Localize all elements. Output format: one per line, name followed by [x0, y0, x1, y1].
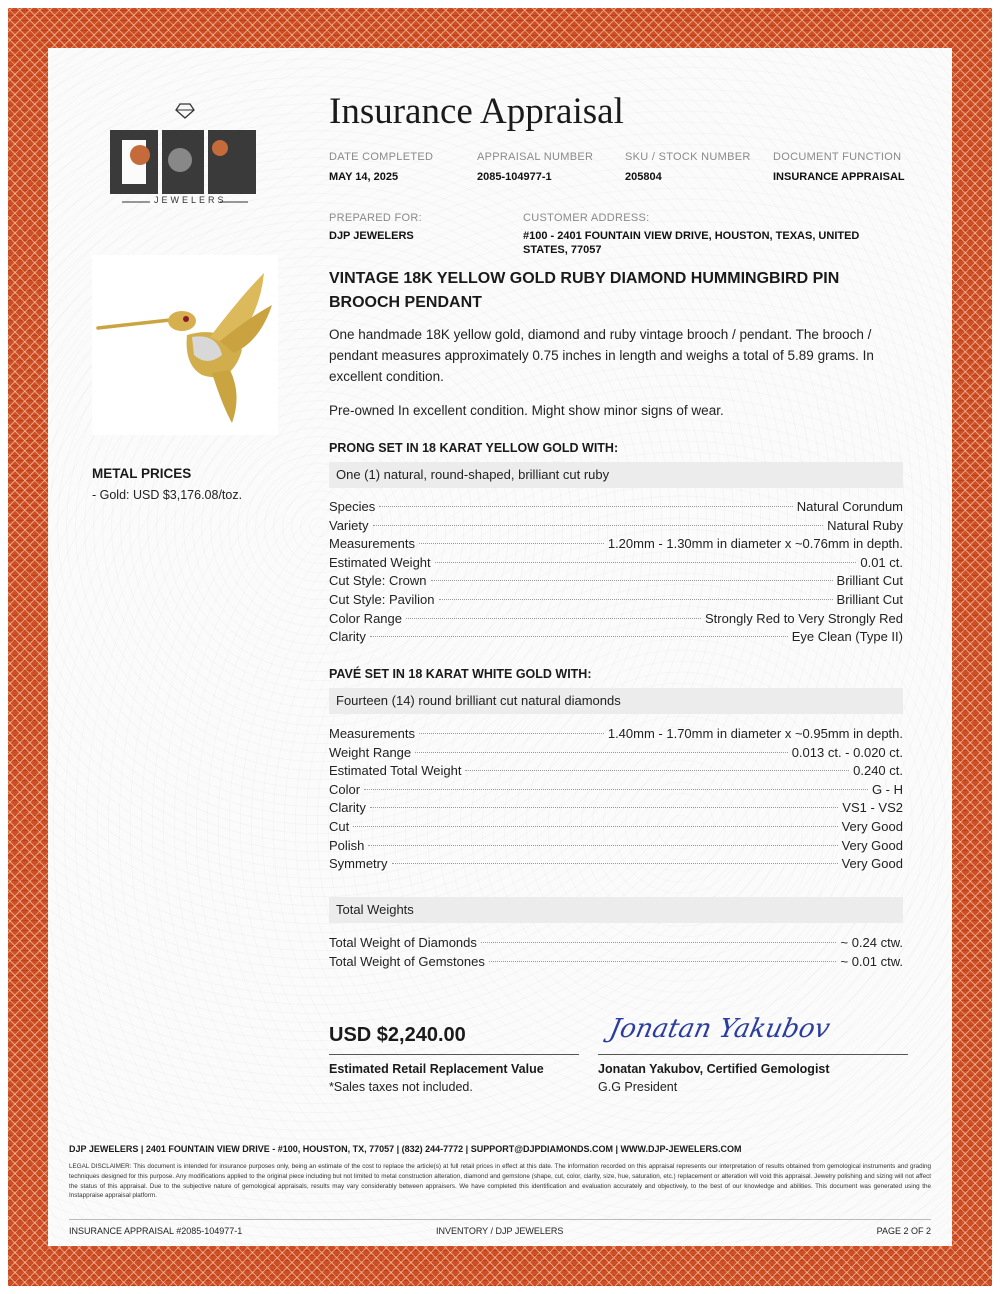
detail-value: Brilliant Cut [836, 573, 903, 589]
prepared-for [329, 212, 509, 243]
detail-row [329, 725, 903, 744]
detail-key: Cut Style: Pavilion [329, 591, 435, 607]
detail-value: G - H [871, 781, 903, 797]
detail-key: Clarity [329, 629, 366, 645]
detail-key: Cut Style: Crown [329, 573, 427, 589]
meta-sku [625, 151, 770, 184]
detail-key: Species [329, 499, 376, 514]
detail-value: Brilliant Cut [836, 591, 903, 607]
metal-prices-heading: METAL PRICES [92, 466, 192, 481]
meta-appraisal-number [477, 151, 622, 184]
detail-row [329, 855, 903, 874]
meta-label: SKU / STOCK NUMBER [625, 151, 751, 163]
detail-key: Measurements [329, 536, 415, 552]
meta-document-function [773, 151, 933, 184]
meta-label: APPRAISAL NUMBER [477, 151, 594, 163]
detail-value: Strongly Red to Very Strongly Red [705, 610, 903, 626]
detail-value: Very Good [841, 837, 903, 853]
detail-row [329, 934, 903, 953]
ruby-details [329, 498, 903, 647]
detail-key: Estimated Weight [329, 554, 431, 570]
detail-value: Eye Clean (Type II) [791, 629, 903, 645]
detail-value: 1.20mm - 1.30mm in diameter x ~0.76mm in depth. [607, 536, 903, 552]
detail-value: Very Good [841, 818, 903, 834]
footer-contact: DJP JEWELERS | 2401 FOUNTAIN VIEW DRIVE - #100, HOUSTON, TX, 77057 | (832) 244-7772 | SUPPORT@DJPDIAMONDS.COM | WWW.DJP-JEWELERS.COM [69, 1144, 742, 1154]
signature-name: Jonatan Yakubov, Certified Gemologist [598, 1062, 830, 1076]
logo-subtitle: JEWELERS [154, 195, 227, 205]
detail-key: Total Weight of Gemstones [329, 953, 485, 969]
meta-label: DOCUMENT FUNCTION [773, 151, 902, 163]
prepared-label: PREPARED FOR: [329, 212, 422, 224]
detail-row [329, 498, 903, 517]
detail-key: Clarity [329, 800, 366, 816]
detail-row [329, 628, 903, 647]
detail-row [329, 762, 903, 781]
detail-value: Very Good [841, 856, 903, 872]
detail-value: ~ 0.24 ctw. [840, 935, 903, 950]
meta-date [329, 151, 474, 184]
detail-value: 1.40mm - 1.70mm in diameter x ~0.95mm in depth. [607, 726, 903, 741]
price-note: *Sales taxes not included. [329, 1080, 473, 1094]
signature-divider [598, 1054, 908, 1055]
address-label: CUSTOMER ADDRESS: [523, 212, 650, 224]
detail-value: 0.01 ct. [860, 554, 903, 570]
item-photo [92, 255, 278, 435]
detail-key: Total Weight of Diamonds [329, 935, 477, 950]
page-title: Insurance Appraisal [329, 91, 624, 132]
meta-value: MAY 14, 2025 [329, 171, 399, 183]
detail-value: ~ 0.01 ctw. [840, 953, 903, 969]
detail-value: VS1 - VS2 [842, 800, 903, 816]
price-value: USD $2,240.00 [329, 1024, 466, 1046]
metal-price-gold: - Gold: USD $3,176.08/toz. [92, 488, 243, 502]
detail-key: Estimated Total Weight [329, 763, 462, 779]
footer-divider [69, 1219, 931, 1220]
signature-script: Jonatan Yakubov [606, 1014, 833, 1044]
customer-address [523, 212, 898, 257]
section-diamond-heading: PAVÉ SET IN 18 KARAT WHITE GOLD WITH: [329, 667, 592, 681]
detail-value: 0.013 ct. - 0.020 ct. [791, 744, 903, 760]
detail-row [329, 517, 903, 536]
footer-disclaimer: LEGAL DISCLAIMER: This document is intended for insurance purposes only, being an estimate of the cost to replace the article(s) at full retail prices in effect at this date. The information recorded on this appraisal represents our interpretation of results obtained from gemological instruments and grading techniques designed for this purpose. Any modifications applied to the original piece including but not limited to metal construction alteration, diamond and gemstone (shape, cut, color, clarity, size, hue, saturation, etc.) replacement or alteration will void this appraisal. Jewelry polishing and sizing will not affect the status of this appraisal. Due to the subjective nature of gemological appraisals, results may vary considerably between appraisers. We have completed this identification and evaluation accurately and objectively, to the best of our knowledge and abilities. This document was generated using the Instappraise appraisal platform. [69, 1163, 931, 1200]
address-value: #100 - 2401 FOUNTAIN VIEW DRIVE, HOUSTON, TEXAS, UNITED STATES, 77057 [523, 230, 860, 256]
detail-row [329, 744, 903, 763]
detail-key: Variety [329, 517, 369, 533]
detail-key: Color [329, 781, 361, 797]
detail-key: Measurements [329, 726, 415, 741]
meta-value: 2085-104977-1 [477, 171, 552, 183]
footer-center: INVENTORY / DJP JEWELERS [436, 1226, 564, 1236]
section-ruby-heading: PRONG SET IN 18 KARAT YELLOW GOLD WITH: [329, 441, 619, 455]
detail-value: Natural Corundum [796, 499, 903, 514]
signature-role: G.G President [598, 1080, 678, 1094]
section-diamond-bar: Fourteen (14) round brilliant cut natural diamonds [329, 688, 903, 714]
detail-row [329, 781, 903, 800]
price-label: Estimated Retail Replacement Value [329, 1062, 544, 1076]
detail-row [329, 799, 903, 818]
detail-row [329, 591, 903, 610]
item-title: VINTAGE 18K YELLOW GOLD RUBY DIAMOND HUMMINGBIRD PIN BROOCH PENDANT [329, 270, 840, 311]
price-divider [329, 1054, 579, 1055]
prepared-value: DJP JEWELERS [329, 230, 414, 242]
totals-bar: Total Weights [329, 897, 903, 923]
hummingbird-pin-icon [92, 255, 278, 435]
detail-row [329, 837, 903, 856]
detail-row [329, 554, 903, 573]
meta-label: DATE COMPLETED [329, 151, 434, 163]
footer-right: PAGE 2 OF 2 [876, 1226, 931, 1236]
detail-row [329, 572, 903, 591]
totals-details [329, 934, 903, 971]
detail-key: Symmetry [329, 856, 388, 872]
detail-key: Color Range [329, 610, 402, 626]
footer-left: INSURANCE APPRAISAL #2085-104977-1 [69, 1226, 243, 1236]
diamond-details [329, 725, 903, 874]
detail-row [329, 953, 903, 972]
section-ruby-bar: One (1) natural, round-shaped, brilliant cut ruby [329, 462, 903, 488]
detail-key: Cut [329, 818, 350, 834]
detail-row [329, 818, 903, 837]
detail-key: Weight Range [329, 744, 412, 760]
meta-value: INSURANCE APPRAISAL [773, 171, 905, 183]
detail-key: Polish [329, 837, 365, 853]
detail-value: Natural Ruby [827, 517, 903, 533]
company-logo [100, 100, 270, 212]
detail-value: 0.240 ct. [853, 763, 903, 779]
item-description: One handmade 18K yellow gold, diamond and ruby vintage brooch / pendant. The brooch / pendant measures approximately 0.75 inches in length and weighs a total of 5.89 grams. In excellent condition. [329, 327, 874, 384]
detail-row [329, 535, 903, 554]
meta-value: 205804 [625, 171, 662, 183]
item-condition: Pre-owned In excellent condition. Might show minor signs of wear. [329, 403, 724, 418]
detail-row [329, 610, 903, 629]
